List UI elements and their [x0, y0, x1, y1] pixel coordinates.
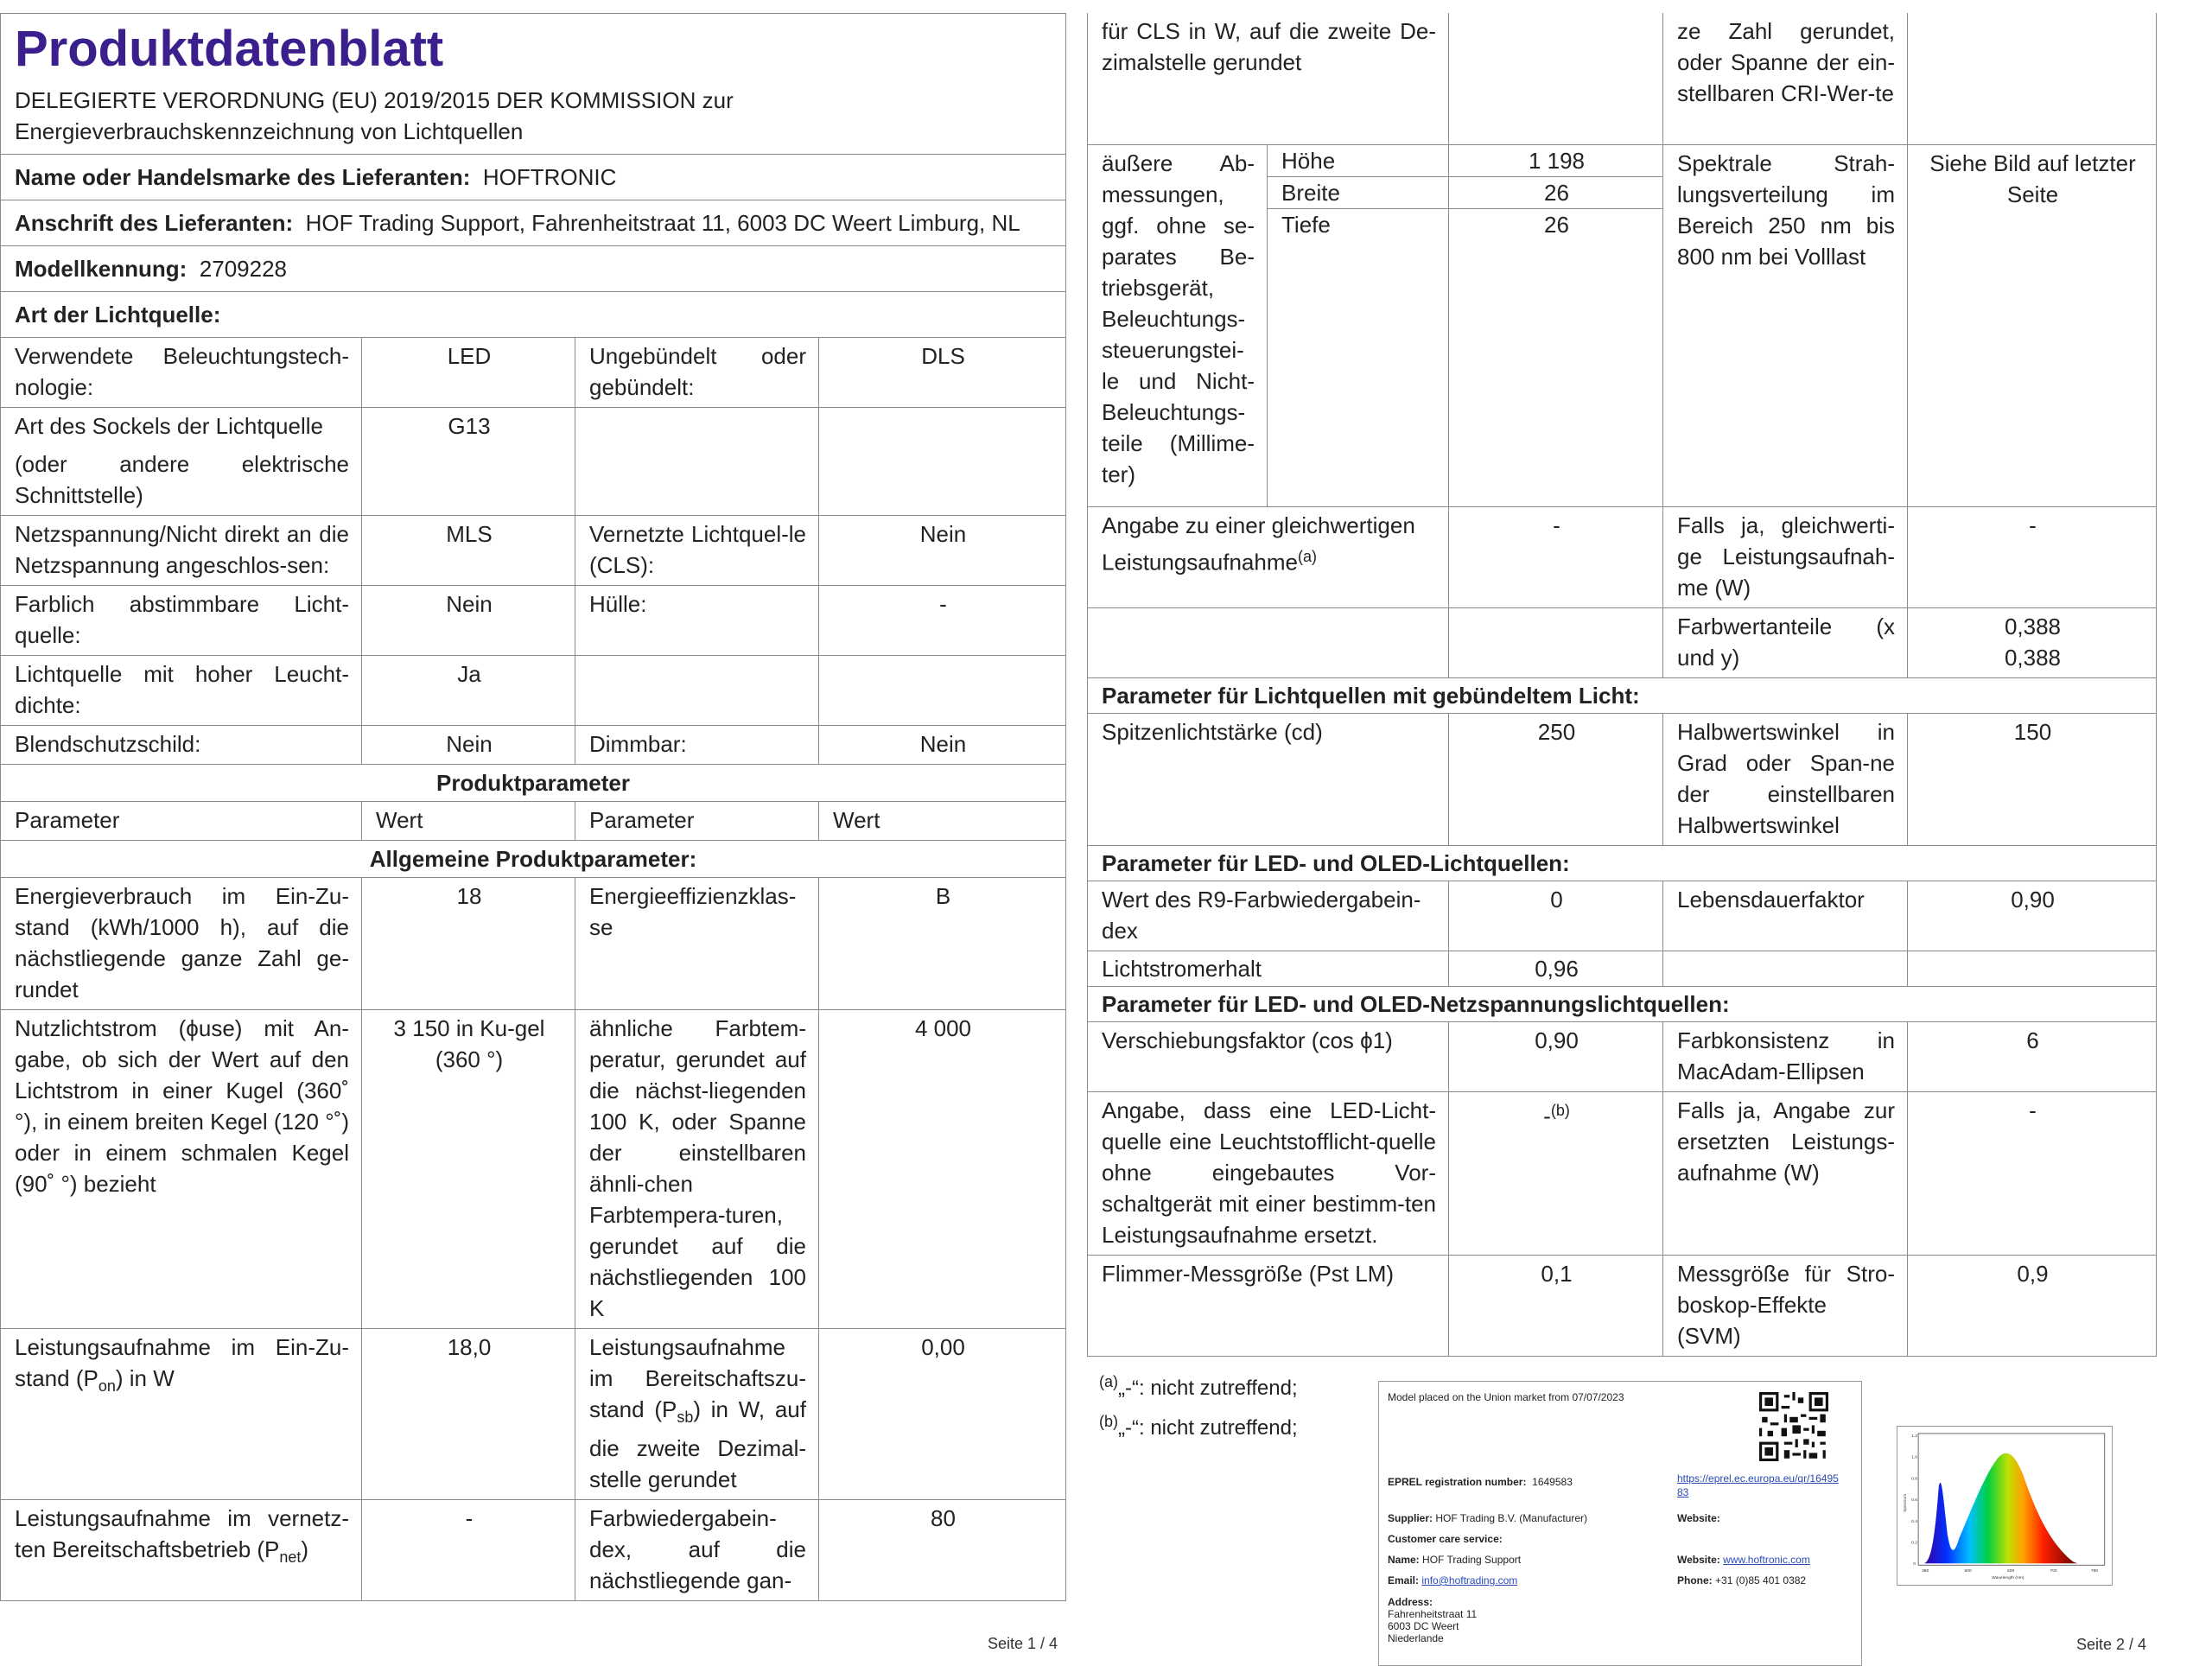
depth-label: Tiefe	[1268, 209, 1449, 241]
survival-factor-value: 0,90	[1908, 881, 2157, 951]
x-tick: 600	[2006, 1569, 2015, 1574]
networked-standby-text: )	[301, 1536, 309, 1563]
page-1	[0, 13, 1065, 1601]
useful-flux-value: 3 150 in Ku-gel (360 °)	[362, 1010, 575, 1329]
lumen-maintenance-value: 0,96	[1449, 951, 1663, 987]
supplier-row	[1, 155, 1066, 200]
directional-parameters-heading: Parameter für Lichtquellen mit gebündeltem Licht:	[1088, 678, 2157, 714]
x-tick: 380	[1922, 1569, 1929, 1574]
eprel-name-label: Name:	[1388, 1554, 1420, 1566]
address-line: Fahrenheitstraat 11	[1388, 1608, 1478, 1620]
light-source-type-heading: Art der Lichtquelle:	[1, 292, 1066, 338]
column-header-parameter: Parameter	[1, 802, 362, 841]
r9-label: Wert des R9-Farbwiedergabein-dex	[1088, 881, 1449, 951]
replaced-power-label: Falls ja, Angabe zur ersetzten Leistungs-aufnahme (W)	[1663, 1092, 1908, 1256]
anti-glare-value: Nein	[362, 726, 575, 765]
fluorescent-replacement-dash: -	[1543, 1103, 1551, 1129]
chromaticity-x: 0,388	[2004, 614, 2062, 639]
energy-class-value: B	[819, 878, 1066, 1010]
networked-standby-text: Leistungsaufnahme im vernetz-ten Bereitschaftsbetrieb (P	[15, 1505, 349, 1563]
depth-value: 26	[1449, 209, 1663, 241]
beam-angle-value: 150	[1908, 714, 2157, 846]
colour-consistency-label: Farbkonsistenz in MacAdam-Ellipsen	[1663, 1022, 1908, 1092]
chromaticity-label: Farbwertanteile (x und y)	[1663, 608, 1908, 678]
datasheet-table-2	[1087, 13, 2157, 1357]
qr-code-icon[interactable]	[1759, 1392, 1828, 1461]
empty-cell	[575, 408, 819, 516]
networked-standby-label	[1, 1500, 362, 1601]
eprel-website-label: Website:	[1677, 1512, 1720, 1524]
subscript: on	[98, 1377, 116, 1396]
peak-intensity-value: 250	[1449, 714, 1663, 846]
empty-cell	[575, 656, 819, 726]
website-label	[1677, 1511, 1720, 1525]
footnote-ref-a: (a)	[1297, 548, 1317, 565]
eprel-phone-label: Phone:	[1677, 1574, 1713, 1587]
empty-cell	[1663, 951, 1908, 987]
eprel-name-value: HOF Trading Support	[1422, 1554, 1522, 1566]
dimmable-value: Nein	[819, 726, 1066, 765]
stroboscopic-value: 0,9	[1908, 1256, 2157, 1357]
fluorescent-replacement-value	[1449, 1092, 1663, 1256]
dimmable-label: Dimmbar:	[575, 726, 819, 765]
height-label: Höhe	[1268, 145, 1449, 177]
on-mode-power-label	[1, 1329, 362, 1500]
directional-value: DLS	[819, 338, 1066, 408]
socket-value: G13	[362, 408, 575, 516]
flicker-label: Flimmer-Messgröße (Pst LM)	[1088, 1256, 1449, 1357]
address-row	[1, 200, 1066, 246]
page-2	[1087, 13, 2156, 1445]
colour-consistency-value: 6	[1908, 1022, 2157, 1092]
cri-label: Farbwiedergabein-dex, auf die nächstliegende gan-	[575, 1500, 819, 1601]
flicker-value: 0,1	[1449, 1256, 1663, 1357]
directional-label: Ungebündelt oder gebündelt:	[575, 338, 819, 408]
eprel-registration-value: 1649583	[1532, 1476, 1573, 1488]
displacement-factor-label: Verschiebungsfaktor (cos ϕ1)	[1088, 1022, 1449, 1092]
footnote-ref-b: (b)	[1550, 1102, 1570, 1119]
beam-angle-label: Halbwertswinkel in Grad oder Span-ne der einstellbaren Halbwertswinkel	[1663, 714, 1908, 846]
color-tunable-label: Farblich abstimmbare Licht-quelle:	[1, 586, 362, 656]
y-axis-label: Spectrum	[1904, 1493, 1909, 1512]
care-address	[1388, 1596, 1477, 1644]
eprel-supplier-value: HOF Trading B.V. (Manufacturer)	[1435, 1512, 1587, 1524]
y-tick: 0.2	[1911, 1541, 1918, 1546]
cls-value: Nein	[819, 516, 1066, 586]
page-title: Produktdatenblatt	[15, 21, 444, 77]
energy-class-label: Energieeffizienzklas-se	[575, 878, 819, 1010]
y-tick: 0.8	[1911, 1477, 1918, 1482]
empty-cell	[1908, 13, 2157, 145]
column-header-parameter: Parameter	[575, 802, 819, 841]
supplier-line	[1388, 1511, 1587, 1525]
eprel-website-link[interactable]: www.hoftronic.com	[1723, 1554, 1810, 1566]
equivalent-power-claim-value: -	[1908, 507, 2157, 608]
care-name	[1388, 1553, 1521, 1567]
mains-value: MLS	[362, 516, 575, 586]
fluorescent-replacement-label: Angabe, dass eine LED-Licht-quelle eine Leuchtstofflicht-quelle ohne eingebautes Vor-schaltgerät mit einer bestimm-ten Leistungsaufnahme ersetzt.	[1088, 1092, 1449, 1256]
empty-cell	[819, 656, 1066, 726]
lumen-maintenance-label: Lichtstromerhalt	[1088, 951, 1449, 987]
footnote-a-text: „-“: nicht zutreffend;	[1118, 1377, 1298, 1400]
standby-power-text: Leistungsaufnahme im Bereitschaftszu-stand (P	[589, 1334, 806, 1422]
displacement-factor-value: 0,90	[1449, 1022, 1663, 1092]
y-tick: 1.0	[1911, 1455, 1918, 1460]
y-tick: 1.2	[1911, 1434, 1918, 1439]
anti-glare-label: Blendschutzschild:	[1, 726, 362, 765]
equivalent-power-value: -	[1449, 507, 1663, 608]
width-label: Breite	[1268, 177, 1449, 209]
tech-value: LED	[362, 338, 575, 408]
eprel-website2-label: Website:	[1677, 1554, 1720, 1566]
address-label: Anschrift des Lieferanten:	[15, 210, 294, 236]
empty-cell	[1088, 608, 1449, 678]
r9-value: 0	[1449, 881, 1663, 951]
x-tick: 700	[2050, 1569, 2057, 1574]
standby-power-value: 0,00	[819, 1329, 1066, 1500]
empty-cell	[1268, 240, 1449, 507]
eprel-phone-value: +31 (0)85 401 0382	[1715, 1574, 1807, 1587]
eprel-care-label: Customer care service:	[1388, 1533, 1503, 1545]
spectrum-chart	[1897, 1426, 2113, 1586]
general-parameters-heading: Allgemeine Produktparameter:	[1, 841, 1066, 878]
eprel-info-box	[1378, 1381, 1862, 1666]
standby-power-text: ) in W, auf die zweite Dezimal-stelle gerundet	[589, 1396, 806, 1493]
supplier-label: Name oder Handelsmarke des Lieferanten:	[15, 164, 471, 190]
page-number-1: Seite 1 / 4	[988, 1635, 1058, 1652]
cri-label-cont: ze Zahl gerundet, oder Spanne der ein-stellbaren CRI-Wer-te	[1663, 13, 1908, 145]
cct-value: 4 000	[819, 1010, 1066, 1329]
useful-flux-label: Nutzlichtstrom (ϕuse) mit An-gabe, ob sich der Wert auf den Lichtstrom in einer Kugel (360˚ °), in einem breiten Kegel (120 °˚) oder in einem schmalen Kegel (90˚ °) bezieht	[1, 1010, 362, 1329]
led-parameters-heading: Parameter für LED- und OLED-Lichtquellen:	[1088, 846, 2157, 881]
empty-cell	[1449, 608, 1663, 678]
on-mode-power-text: ) in W	[115, 1365, 175, 1391]
empty-cell	[819, 408, 1066, 516]
equivalent-power-label	[1088, 507, 1449, 608]
peak-intensity-label: Spitzenlichtstärke (cd)	[1088, 714, 1449, 846]
eprel-link[interactable]: https://eprel.ec.europa.eu/qr/1649583	[1677, 1472, 1839, 1498]
chromaticity-value	[1908, 608, 2157, 678]
model-row	[1, 246, 1066, 292]
high-luminance-value: Ja	[362, 656, 575, 726]
networked-standby-value: -	[362, 1500, 575, 1601]
high-luminance-label: Lichtquelle mit hoher Leucht-dichte:	[1, 656, 362, 726]
footnote-b-mark: (b)	[1099, 1413, 1118, 1430]
equivalent-power-claim-label: Falls ja, gleichwerti-ge Leistungsaufnah-me (W)	[1663, 507, 1908, 608]
on-mode-power-text: Leistungsaufnahme im Ein-Zu-stand (P	[15, 1334, 349, 1391]
cls-label: Vernetzte Lichtquel-le (CLS):	[575, 516, 819, 586]
datasheet-table-1	[0, 13, 1066, 1601]
color-tunable-value: Nein	[362, 586, 575, 656]
energy-consumption-label: Energieverbrauch im Ein-Zu-stand (kWh/1000 h), auf die nächstliegende ganze Zahl ge-rundet	[1, 878, 362, 1010]
equivalent-power-text: Angabe zu einer gleichwertigen Leistungsaufnahme	[1102, 512, 1415, 575]
on-mode-power-value: 18,0	[362, 1329, 575, 1500]
socket-label-b: (oder andere elektrische Schnittstelle)	[15, 451, 349, 508]
dimensions-label: äußere Ab-messungen, ggf. ohne se-parates Be-triebsgerät, Beleuchtungs-steuerungstei-le und Nicht-Beleuchtungs-teile (Millime-ter)	[1088, 145, 1268, 507]
mains-label: Netzspannung/Nicht direkt an die Netzspannung angeschlos-sen:	[1, 516, 362, 586]
eprel-supplier-label: Supplier:	[1388, 1512, 1433, 1524]
eprel-email-label: Email:	[1388, 1574, 1420, 1587]
footnote-a-mark: (a)	[1099, 1373, 1118, 1390]
replaced-power-value: -	[1908, 1092, 2157, 1256]
empty-cell	[1449, 13, 1663, 145]
stroboscopic-label: Messgröße für Stro-boskop-Effekte (SVM)	[1663, 1256, 1908, 1357]
envelope-label: Hülle:	[575, 586, 819, 656]
address-value: HOF Trading Support, Fahrenheitstraat 11, 6003 DC Weert Limburg, NL	[305, 210, 1020, 236]
customer-care-label	[1388, 1532, 1503, 1546]
care-email	[1388, 1574, 1517, 1587]
footnote-b-text: „-“: nicht zutreffend;	[1118, 1416, 1298, 1440]
envelope-value: -	[819, 586, 1066, 656]
width-value: 26	[1449, 177, 1663, 209]
care-website	[1677, 1553, 1810, 1567]
energy-consumption-value: 18	[362, 878, 575, 1010]
y-tick: 0.6	[1911, 1498, 1918, 1504]
y-tick: 0.4	[1911, 1519, 1918, 1524]
socket-label-a: Art des Sockels der Lichtquelle	[15, 413, 323, 439]
x-tick: 500	[1964, 1569, 1972, 1574]
supplier-value: HOFTRONIC	[482, 164, 617, 190]
column-header-value: Wert	[362, 802, 575, 841]
model-label: Modellkennung:	[15, 256, 188, 282]
survival-factor-label: Lebensdauerfaktor	[1663, 881, 1908, 951]
page-number-2: Seite 2 / 4	[2076, 1636, 2147, 1653]
subscript: sb	[677, 1408, 694, 1427]
eprel-registration-label: EPREL registration number:	[1388, 1476, 1527, 1488]
socket-label	[1, 408, 362, 516]
address-line: 6003 DC Weert	[1388, 1620, 1459, 1632]
product-parameters-heading: Produktparameter	[1, 765, 1066, 802]
x-tick: 780	[2090, 1569, 2099, 1574]
led-mains-parameters-heading: Parameter für LED- und OLED-Netzspannungslichtquellen:	[1088, 987, 2157, 1022]
empty-cell	[1449, 240, 1663, 507]
cct-label: ähnliche Farbtem-peratur, gerundet auf die nächst-liegenden 100 K, oder Spanne der einstellbaren ähnli-chen Farbtempera-turen, gerundet auf die nächstliegenden 100 K	[575, 1010, 819, 1329]
y-tick: 0	[1913, 1562, 1916, 1567]
tech-label: Verwendete Beleuchtungstech-nologie:	[1, 338, 362, 408]
column-header-value: Wert	[819, 802, 1066, 841]
eprel-email-link[interactable]: info@hoftrading.com	[1421, 1574, 1518, 1587]
care-phone	[1677, 1574, 1806, 1587]
address-line: Niederlande	[1388, 1632, 1444, 1644]
height-value: 1 198	[1449, 145, 1663, 177]
spectral-distribution-value: Siehe Bild auf letzter Seite	[1908, 145, 2157, 507]
subscript: net	[279, 1548, 302, 1567]
eprel-registration	[1388, 1475, 1573, 1489]
standby-power-label	[575, 1329, 819, 1500]
regulation-subtitle: DELEGIERTE VERORDNUNG (EU) 2019/2015 DER KOMMISSION zur Energieverbrauchskennzeichnung von Lichtquellen	[15, 87, 734, 144]
empty-cell	[1908, 951, 2157, 987]
model-value: 2709228	[199, 256, 288, 282]
chromaticity-y: 0,388	[2004, 645, 2062, 671]
cls-standby-label-cont: für CLS in W, auf die zweite De-zimalstelle gerundet	[1088, 13, 1449, 145]
spectral-distribution-label: Spektrale Strah-lungsverteilung im Bereich 250 nm bis 800 nm bei Volllast	[1663, 145, 1908, 507]
placed-on-market: Model placed on the Union market from 07/07/2023	[1388, 1391, 1624, 1403]
eprel-address-label: Address:	[1388, 1596, 1433, 1608]
cri-value: 80	[819, 1500, 1066, 1601]
x-axis-label: Wavelength (nm)	[1992, 1576, 2024, 1581]
